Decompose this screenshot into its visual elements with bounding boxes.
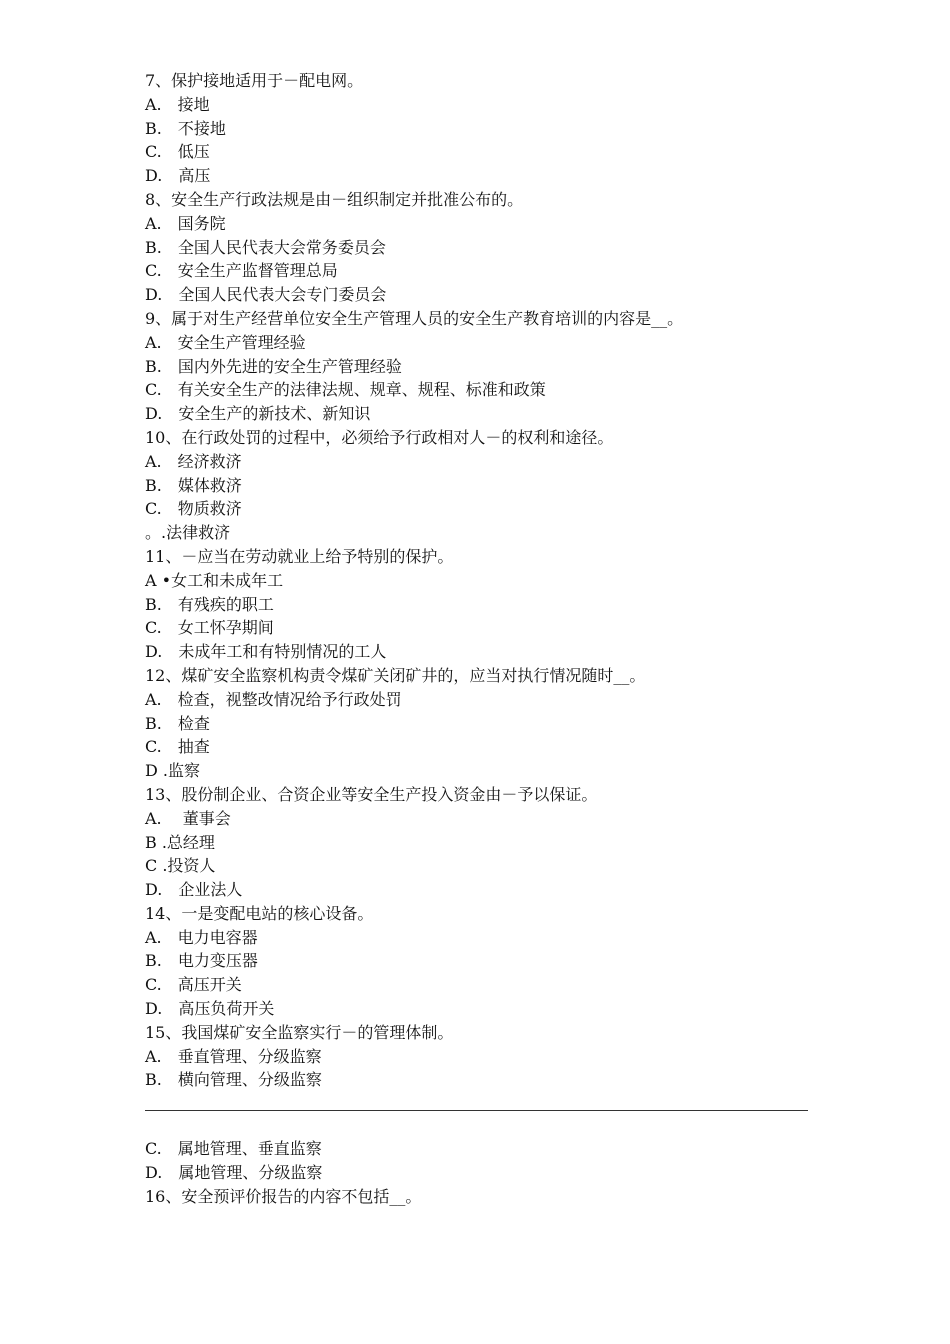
answer-option: C. 属地管理、垂直监察 (145, 1139, 322, 1158)
answer-option: C. 女工怀孕期间 (145, 618, 274, 638)
answer-option: B. 媒体救济 (145, 475, 242, 495)
answer-option: A. 垂直管理、分级监察 (145, 1046, 322, 1066)
answer-option: C .投资人 (145, 856, 216, 876)
question-text: 12、煤矿安全监察机构责令煤矿关闭矿井的，应当对执行情况随时__。 (145, 665, 646, 685)
question-text: 9、属于对生产经营单位安全生产管理人员的安全生产教育培训的内容是__。 (145, 308, 684, 328)
answer-option: A. 安全生产管理经验 (145, 332, 306, 352)
question-text: 11、－应当在劳动就业上给予特别的保护。 (145, 546, 454, 566)
answer-option: D. 企业法人 (145, 880, 243, 900)
question-text: 7、保护接地适用于－配电网。 (145, 71, 364, 90)
answer-option: B. 电力变压器 (145, 951, 258, 971)
question-text: 14、一是变配电站的核心设备。 (145, 903, 374, 923)
answer-option: D .监察 (145, 761, 201, 781)
page-divider (145, 1110, 808, 1111)
answer-option: D. 属地管理、分级监察 (145, 1162, 323, 1182)
question-text: 10、在行政处罚的过程中，必须给予行政相对人－的权利和途径。 (145, 427, 614, 447)
answer-option: D. 安全生产的新技术、新知识 (145, 404, 371, 424)
answer-option: C. 低压 (145, 142, 210, 162)
answer-option: A. 检查，视整改情况给予行政处罚 (145, 689, 402, 709)
answer-option: C. 抽查 (145, 737, 210, 757)
answer-option: B. 不接地 (145, 118, 226, 138)
answer-option: A. 经济救济 (145, 451, 242, 471)
answer-option: A. 国务院 (145, 213, 226, 233)
question-text: 15、我国煤矿安全监察实行－的管理体制。 (145, 1022, 454, 1042)
answer-option: 。.法律救济 (145, 523, 231, 543)
answer-option: B. 全国人民代表大会常务委员会 (145, 237, 386, 257)
answer-option: D. 未成年工和有特别情况的工人 (145, 642, 387, 662)
answer-option: C. 物质救济 (145, 499, 242, 519)
question-list-top (145, 69, 815, 1092)
answer-option: D. 高压 (145, 166, 211, 186)
answer-option: B. 检查 (145, 713, 210, 733)
answer-option: D. 高压负荷开关 (145, 999, 275, 1019)
answer-option: A. 接地 (145, 94, 210, 114)
answer-option: A. 电力电容器 (145, 927, 258, 947)
answer-option: C. 高压开关 (145, 975, 242, 995)
question-list-bottom (145, 1137, 815, 1208)
answer-option: C. 有关安全生产的法律法规、规章、规程、标准和政策 (145, 380, 546, 400)
answer-option: A. 董事会 (145, 808, 231, 828)
question-text: 13、股份制企业、合资企业等安全生产投入资金由－予以保证。 (145, 784, 598, 804)
answer-option: D. 全国人民代表大会专门委员会 (145, 285, 387, 305)
answer-option: B. 国内外先进的安全生产管理经验 (145, 356, 402, 376)
answer-option: B .总经理 (145, 832, 215, 852)
question-text: 16、安全预评价报告的内容不包括__。 (145, 1186, 422, 1206)
answer-option: B. 横向管理、分级监察 (145, 1070, 322, 1090)
answer-option: C. 安全生产监督管理总局 (145, 261, 338, 281)
question-text: 8、安全生产行政法规是由－组织制定并批准公布的。 (145, 189, 524, 209)
answer-option: B. 有残疾的职工 (145, 594, 274, 614)
answer-option: A •女工和未成年工 (145, 570, 284, 590)
